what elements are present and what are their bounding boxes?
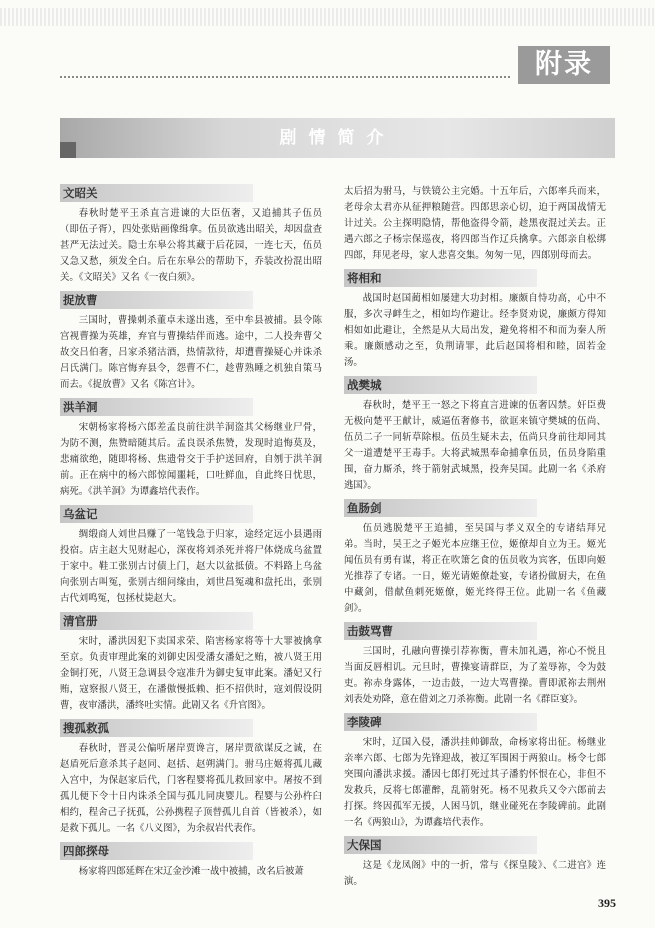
right-column <box>344 184 606 895</box>
entry <box>344 376 606 494</box>
entry <box>344 836 606 890</box>
entry-text: 这是《龙凤阁》中的一折，常与《探皇陵》、《二进宫》连演。 <box>344 860 606 887</box>
entry-text: 宋朝杨家将杨六郎差孟良前往洪羊洞盗其父杨继业尸骨，为防不测，焦赞暗随其后。孟良误杀焦赞，发现时追悔莫及，悲痛欲绝，随即将杨、焦遗骨交于手护送回府，自刎于洪羊洞前。正在病中的杨六郎惊闻噩耗，口吐鲜血，自此终日忧思，病死。《洪羊洞》为谭鑫培代表作。 <box>60 422 322 497</box>
entry-title: 洪羊洞 <box>60 398 253 416</box>
page-number: 395 <box>598 896 616 910</box>
top-decoration <box>0 8 655 26</box>
entry <box>60 612 322 714</box>
section-title: 剧情简介 <box>279 128 396 148</box>
entry-title: 清官册 <box>60 612 253 630</box>
left-column <box>60 184 322 885</box>
entry-text: 杨家将四郎延辉在宋辽金沙滩一战中被捕，改名后被萧 <box>78 866 304 877</box>
entry <box>344 713 606 831</box>
entry-title: 四郎探母 <box>60 842 253 860</box>
entry <box>60 184 322 286</box>
appendix-tab: 附录 <box>518 46 610 84</box>
entry-title: 鱼肠剑 <box>344 499 537 517</box>
entry <box>344 269 606 371</box>
entry-text: 宋时，辽国入侵，潘洪挂帅御敌，命杨家将出征。杨继业亲率六郎、七郎为先锋迎战，被辽军围困于两狼山。杨令七郎突围向潘洪求援。潘因七郎打死过其子潘豹怀恨在心，非但不发救兵，反将七郎灌醉，乱箭射死。杨不见救兵又令六郎前去打探。终因孤军无援，人困马饥，继业碰死在李陵碑前。此剧一名《两狼山》，为谭鑫培代表作。 <box>344 737 606 828</box>
entry-text: 春秋时，楚平王一怒之下将直言进谏的伍奢囚禁。奸臣费无极向楚平王献计，威逼伍奢修书，欲诓来镇守樊城的伍尚、伍员二子一同斩草除根。伍员生疑未去，伍尚只身前往却同其父一道遭楚平王毒手。大将武城黑奉命捕拿伍员，伍员身陷重围，奋力厮杀，终于箭射武城黑，投奔吴国。此剧一名《杀府逃国》。 <box>344 400 606 491</box>
entry-title: 击鼓骂曹 <box>344 622 537 640</box>
entry-text: 春秋时楚平王杀直言进谏的大臣伍奢，又追捕其子伍员（即伍子胥），四处张贴画像缉拿。伍员欲逃出昭关，却因盘查甚严无法过关。隐士东皋公将其藏于后花园，一连七天，伍员又急又愁，须发全白。后在东皋公的帮助下，乔装改扮混出昭关。《文昭关》又名《一夜白须》。 <box>60 208 322 283</box>
continued-text: 太后招为驸马，与铁镜公主完婚。十五年后，六郎率兵而来，老母佘太君亦从征押粮随营。四郎思亲心切，迫于两国战情无计过关。公主探明隐情，帮他盗得令箭，趁黑夜混过关去。正遇六郎之子杨宗保巡夜，将四郎当作辽兵擒拿。六郎亲自松绑四郎，拜见老母，家人悲喜交集。匆匆一见，四郎别母而去。 <box>344 186 606 261</box>
entry-title: 乌盆记 <box>60 505 253 523</box>
entry-text: 三国时，曹操刺杀董卓未遂出逃，至中牟县被捕。县令陈宫视曹操为英雄，弃官与曹操结伴而逃。途中，二人投奔曹父故交吕伯奢，吕家杀猪沽酒，热情款待，却遭曹操疑心并诛杀吕氏满门。陈宫悔弃县令，怨曹不仁，趁曹熟睡之机独自策马而去。《捉放曹》又名《陈宫计》。 <box>60 315 322 390</box>
entry-title: 大保国 <box>344 836 537 854</box>
entry <box>60 719 322 837</box>
entry <box>60 505 322 607</box>
entry-text: 绸缎商人刘世昌赚了一笔钱急于归家，途经定远小县遇雨投宿。店主赵大见财起心，深夜将刘杀死并将尸体烧成乌盆置于家中。鞋工张别古讨债上门，赵大以盆抵债。不料路上乌盆向张别古叫冤，张别古细问缘由，刘世昌冤魂和盘托出，张别古代刘鸣冤，包拯杖毙赵大。 <box>60 529 322 604</box>
entry-title: 李陵碑 <box>344 713 537 731</box>
header-dotted-rule <box>60 76 510 78</box>
entry-text: 战国时赵国蔺相如屡建大功封相。廉颇自恃功高，心中不服，多次寻衅生之，相如均作避让。经李贤劝说，廉颇方得知相如如此避让，全然是从大局出发，避免将相不和而为秦人所乘。廉颇感动之至，负荆请罪，此后赵国将相和睦，固若金汤。 <box>344 293 606 368</box>
entry <box>344 499 606 617</box>
section-banner <box>60 118 615 158</box>
entry-text: 三国时，孔融向曹操引荐祢衡，曹未加礼遇，祢心不悦且当面反唇相讥。元旦时，曹操宴请群臣，为了羞辱祢，令为鼓吏。祢赤身露体，一边击鼓，一边大骂曹操。曹即派祢去荆州刘表处劝降，意在借刘之刀杀祢衡。此剧一名《群臣宴》。 <box>344 646 606 705</box>
entry-title: 搜孤救孤 <box>60 719 253 737</box>
entry-text: 宋时，潘洪因犯下卖国求荣、陷害杨家将等十大罪被擒拿至京。负责审理此案的刘御史因受潘女潘妃之贿，被八贤王用金铜打死，八贤王急调县令寇准升为御史复审此案。潘妃又行贿，寇察报八贤王，在潘傲慢抵赖、拒不招供时，寇刘假设阴曹，夜审潘洪，潘终吐实情。此剧又名《升官图》。 <box>60 636 322 711</box>
entry <box>60 291 322 393</box>
entry-title: 文昭关 <box>60 184 253 202</box>
entry-title: 捉放曹 <box>60 291 253 309</box>
entry-text: 伍员逃脱楚平王追捕，至吴国与孝义双全的专诸结拜兄弟。当时，吴王之子姬光本应继王位，姬僚却自立为王。姬光闻伍员有勇有谋，将正在吹箫乞食的伍员收为宾客，伍即向姬光推荐了专诸。一日，姬光请姬僚赴宴，专诸扮做厨夫，在鱼中藏剑，借献鱼刺死姬僚，姬光终得王位。此剧一名《鱼藏剑》。 <box>344 523 606 614</box>
entry <box>344 622 606 708</box>
entry-text: 春秋时，晋灵公偏听屠岸贾谗言，屠岸贾欲谋反之诚，在赵盾死后意杀其子赵同、赵括、赵朔满门。驸马庄姬将孤儿藏入宫中，为保赵家后代，门客程婴将孤儿救回家中。屠按不到孤儿便下令十日内诛杀全国与孤儿同庚婴儿。程婴与公孙杵臼相约，程舍己子抚孤，公孙携程子顶替孤儿自首（皆被杀），如是救下孤儿。一名《八义图》，为余叔岩代表作。 <box>60 743 322 834</box>
entry <box>60 842 322 880</box>
entry <box>60 398 322 500</box>
entry-title: 战樊城 <box>344 376 537 394</box>
entry-title: 将相和 <box>344 269 537 287</box>
